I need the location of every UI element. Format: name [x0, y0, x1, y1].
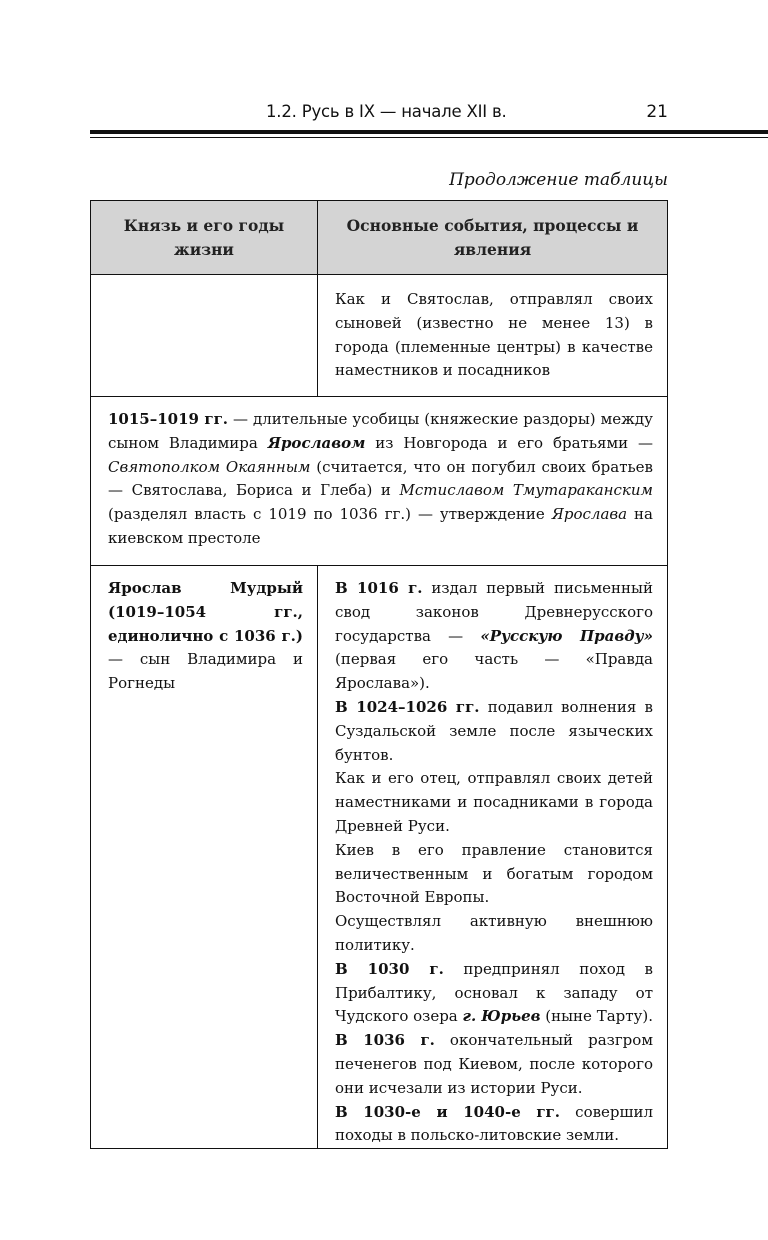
name-mstislav: Мстиславом Тмутараканским [399, 481, 653, 500]
princes-table [90, 200, 668, 1149]
column-header-events: Основные события, процессы и явления [318, 201, 668, 275]
name-yaroslav: Ярославом [267, 433, 366, 452]
header-rule-thin [90, 137, 768, 138]
event-1016: В 1016 г. издал первый письменный свод законов Древнерусского государства — «Русскую Правду» (первая его часть — «Правда Ярослава»). [335, 579, 653, 693]
event-children: Как и его отец, отправлял своих детей наместниками и посадниками в города Древней Руси. [335, 769, 653, 835]
name-svyatopolk: Святополком Окаянным [108, 457, 311, 476]
russkaya-pravda: «Русскую Правду» [480, 626, 653, 645]
prince-cell-empty [91, 275, 318, 397]
page-header [90, 98, 668, 128]
name-yaroslav-2: Ярослава [551, 505, 628, 524]
yuriev: г. Юрьев [462, 1007, 541, 1026]
prince-name: Ярослав Мудрый (1019–1054 гг., единолично с 1036 г.) [108, 579, 303, 645]
interregnum-cell: 1015–1019 гг. — длительные усобицы (княжеские раздоры) между сыном Владимира Ярославом из Новгорода и его братьями — Святополком Окаянным (считается, что он погубил своих братьев — Святослава, Бориса и Глеба) и Мстиславом Тмутараканским (разделял власть с 1019 по 1036 гг.) — утверждение Ярослава на киевском престоле [91, 397, 668, 566]
table-row-wide [91, 397, 668, 566]
table-row [91, 566, 668, 1149]
table-continuation-label: Продолжение таблицы [449, 170, 668, 190]
column-header-prince: Князь и его годы жизни [91, 201, 318, 275]
prince-cell-yaroslav: Ярослав Мудрый (1019–1054 гг., единолично с 1036 г.) — сын Владимира и Рогнеды [91, 566, 318, 1149]
header-rule-thick [90, 130, 768, 134]
event-1024: В 1024–1026 гг. подавил волнения в Суздальской земле после языческих бунтов. [335, 697, 653, 764]
event-1030s-1040s: В 1030-е и 1040-е гг. совершил походы в польско-литовские земли. [335, 1102, 653, 1145]
running-head: 1.2. Русь в IX — начале XII в. [266, 102, 507, 121]
years-1015-1019: 1015–1019 гг. [108, 410, 229, 428]
event-1030: В 1030 г. предпринял поход в Прибалтику, основал к западу от Чудского озера г. Юрьев (ныне Тарту). [335, 959, 653, 1026]
event-foreign-policy: Осуществлял активную внешнюю политику. [335, 912, 653, 954]
event-1036: В 1036 г. окончательный разгром печенегов под Киевом, после которого они исчезали из истории Руси. [335, 1031, 653, 1097]
table-row [91, 275, 668, 397]
event-kiev: Киев в его правление становится величественным и богатым городом Восточной Европы. [335, 840, 653, 907]
page-number: 21 [646, 102, 668, 122]
table-header-row [91, 201, 668, 275]
events-cell: Как и Святослав, отправлял своих сыновей (известно не менее 13) в города (племенные центры) в качестве наместников и посадников [318, 275, 668, 397]
events-cell-yaroslav [318, 566, 668, 1149]
